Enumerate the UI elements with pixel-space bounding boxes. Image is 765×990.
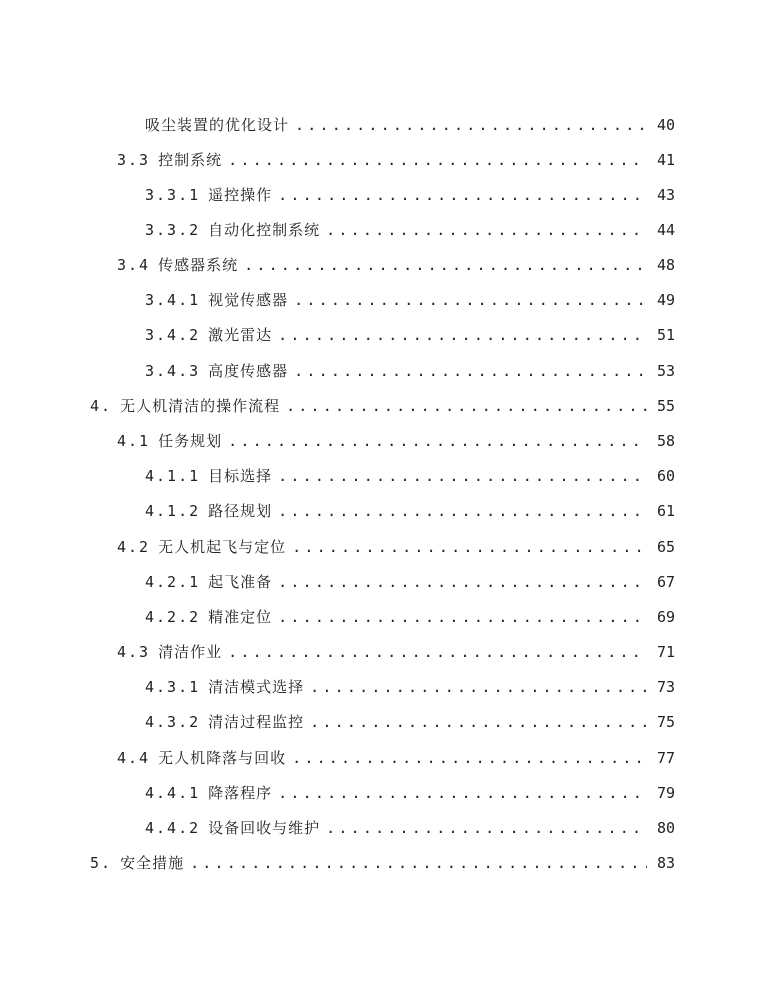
toc-entry-page: 60 <box>656 467 675 485</box>
toc-entry-page: 69 <box>656 608 675 626</box>
toc-entry-page: 67 <box>656 573 675 591</box>
toc-entry[interactable] <box>90 851 675 875</box>
toc-entry-label <box>117 746 286 770</box>
toc-entry-label <box>145 605 272 629</box>
toc-entry-number: 3.3.1 <box>145 186 201 204</box>
toc-entry-number: 4.3 <box>117 643 151 661</box>
toc-entry-page: 61 <box>656 502 675 520</box>
toc-entry-page: 40 <box>656 116 675 134</box>
toc-entry-number: 4.3.2 <box>145 713 201 731</box>
toc-entry[interactable] <box>145 113 675 137</box>
toc-entry[interactable] <box>117 535 675 559</box>
toc-dot-leader <box>278 781 647 805</box>
toc-entry-title: 吸尘装置的优化设计 <box>145 116 290 134</box>
toc-entry-page: 43 <box>656 186 675 204</box>
toc-entry-number: 3.4.3 <box>145 362 201 380</box>
toc-entry[interactable] <box>117 640 675 664</box>
toc-entry-label <box>145 570 272 594</box>
toc-entry-title: 无人机清洁的操作流程 <box>120 397 281 415</box>
toc-entry-number: 3.4.1 <box>145 291 201 309</box>
toc-entry-page: 75 <box>656 713 675 731</box>
toc-entry-label <box>145 113 289 137</box>
toc-entry-title: 清洁过程监控 <box>208 713 305 731</box>
toc-entry-title: 清洁模式选择 <box>208 678 305 696</box>
toc-dot-leader <box>244 253 647 277</box>
toc-dot-leader <box>292 746 647 770</box>
toc-entry[interactable] <box>145 323 675 347</box>
toc-entry-number: 3.3.2 <box>145 221 201 239</box>
toc-entry-number: 4.2.1 <box>145 573 201 591</box>
toc-entry-label <box>145 499 272 523</box>
toc-entry-number: 4.2 <box>117 538 151 556</box>
toc-entry-title: 控制系统 <box>158 151 223 169</box>
toc-entry[interactable] <box>145 499 675 523</box>
toc-entry-title: 无人机降落与回收 <box>158 749 287 767</box>
toc-entry-number: 4. <box>90 397 113 415</box>
toc-dot-leader <box>278 605 647 629</box>
toc-entry-label <box>145 781 272 805</box>
toc-entry-number: 4.3.1 <box>145 678 201 696</box>
toc-entry-title: 无人机起飞与定位 <box>158 538 287 556</box>
toc-entry-page: 44 <box>656 221 675 239</box>
toc-entry[interactable] <box>145 218 675 242</box>
toc-entry[interactable] <box>145 710 675 734</box>
toc-entry-page: 51 <box>656 326 675 344</box>
toc-entry[interactable] <box>117 429 675 453</box>
toc-dot-leader <box>286 394 647 418</box>
toc-entry-label <box>90 851 184 875</box>
toc-entry[interactable] <box>145 675 675 699</box>
toc-dot-leader <box>310 675 647 699</box>
toc-dot-leader <box>228 640 647 664</box>
toc-entry-label <box>117 253 238 277</box>
toc-entry-page: 80 <box>656 819 675 837</box>
toc-entry-title: 任务规划 <box>158 432 223 450</box>
toc-entry-label <box>117 148 222 172</box>
toc-entry-number: 3.4 <box>117 256 151 274</box>
toc-entry[interactable] <box>117 746 675 770</box>
toc-entry-label <box>145 323 272 347</box>
toc-entry-label <box>145 359 288 383</box>
toc-entry[interactable] <box>145 288 675 312</box>
toc-entry-label <box>145 288 288 312</box>
toc-entry-number: 3.3 <box>117 151 151 169</box>
toc-entry-title: 设备回收与维护 <box>208 819 321 837</box>
toc-entry-label <box>145 218 320 242</box>
toc-entry-title: 传感器系统 <box>158 256 239 274</box>
toc-entry-label <box>117 429 222 453</box>
toc-entry-label <box>145 816 320 840</box>
toc-dot-leader <box>278 499 647 523</box>
toc-entry-label <box>145 710 304 734</box>
toc-entry-title: 视觉传感器 <box>208 291 289 309</box>
toc-entry[interactable] <box>117 253 675 277</box>
toc-dot-leader <box>295 113 647 137</box>
toc-entry[interactable] <box>145 183 675 207</box>
toc-entry-number: 4.1.2 <box>145 502 201 520</box>
toc-entry-page: 55 <box>656 397 675 415</box>
toc-entry-number: 4.1.1 <box>145 467 201 485</box>
toc-entry[interactable] <box>117 148 675 172</box>
toc-entry-page: 58 <box>656 432 675 450</box>
toc-entry-title: 高度传感器 <box>208 362 289 380</box>
toc-entry-title: 激光雷达 <box>208 326 273 344</box>
toc-entry-page: 71 <box>656 643 675 661</box>
toc-dot-leader <box>294 288 647 312</box>
toc-entry-page: 49 <box>656 291 675 309</box>
toc-entry-number: 4.4.2 <box>145 819 201 837</box>
toc-dot-leader <box>294 359 647 383</box>
toc-entry-label <box>117 640 222 664</box>
toc-entry[interactable] <box>145 464 675 488</box>
toc-entry-title: 起飞准备 <box>208 573 273 591</box>
toc-dot-leader <box>278 323 647 347</box>
toc-entry-number: 3.4.2 <box>145 326 201 344</box>
toc-entry-page: 77 <box>656 749 675 767</box>
toc-dot-leader <box>190 851 647 875</box>
toc-dot-leader <box>228 429 647 453</box>
toc-entry-title: 清洁作业 <box>158 643 223 661</box>
toc-entry[interactable] <box>90 394 675 418</box>
toc-entry-title: 自动化控制系统 <box>208 221 321 239</box>
toc-entry-number: 4.1 <box>117 432 151 450</box>
toc-entry-title: 路径规划 <box>208 502 273 520</box>
toc-entry[interactable] <box>145 781 675 805</box>
toc-dot-leader <box>278 183 647 207</box>
toc-dot-leader <box>278 570 647 594</box>
toc-entry-page: 83 <box>656 854 675 872</box>
toc-entry-label <box>117 535 286 559</box>
toc-entry-title: 遥控操作 <box>208 186 273 204</box>
toc-entry-page: 79 <box>656 784 675 802</box>
toc-entry-number: 4.2.2 <box>145 608 201 626</box>
toc-entry[interactable] <box>145 359 675 383</box>
toc-dot-leader <box>326 218 647 242</box>
toc-entry-number: 5. <box>90 854 113 872</box>
toc-entry-number: 4.4 <box>117 749 151 767</box>
toc-entry[interactable] <box>145 570 675 594</box>
toc-dot-leader <box>326 816 647 840</box>
toc-dot-leader <box>292 535 647 559</box>
toc-dot-leader <box>228 148 647 172</box>
toc-entry-page: 73 <box>656 678 675 696</box>
toc-entry-title: 目标选择 <box>208 467 273 485</box>
toc-entry-page: 41 <box>656 151 675 169</box>
toc-entry-label <box>145 183 272 207</box>
toc-entry-label <box>145 675 304 699</box>
toc-entry-page: 53 <box>656 362 675 380</box>
toc-entry-page: 65 <box>656 538 675 556</box>
toc-entry[interactable] <box>145 816 675 840</box>
toc-entry-label <box>90 394 280 418</box>
toc-entry[interactable] <box>145 605 675 629</box>
toc-dot-leader <box>310 710 647 734</box>
toc-entry-title: 降落程序 <box>208 784 273 802</box>
toc-entry-number: 4.4.1 <box>145 784 201 802</box>
toc-entry-title: 安全措施 <box>120 854 185 872</box>
toc-entry-label <box>145 464 272 488</box>
toc-entry-title: 精准定位 <box>208 608 273 626</box>
toc-dot-leader <box>278 464 647 488</box>
toc-entry-page: 48 <box>656 256 675 274</box>
